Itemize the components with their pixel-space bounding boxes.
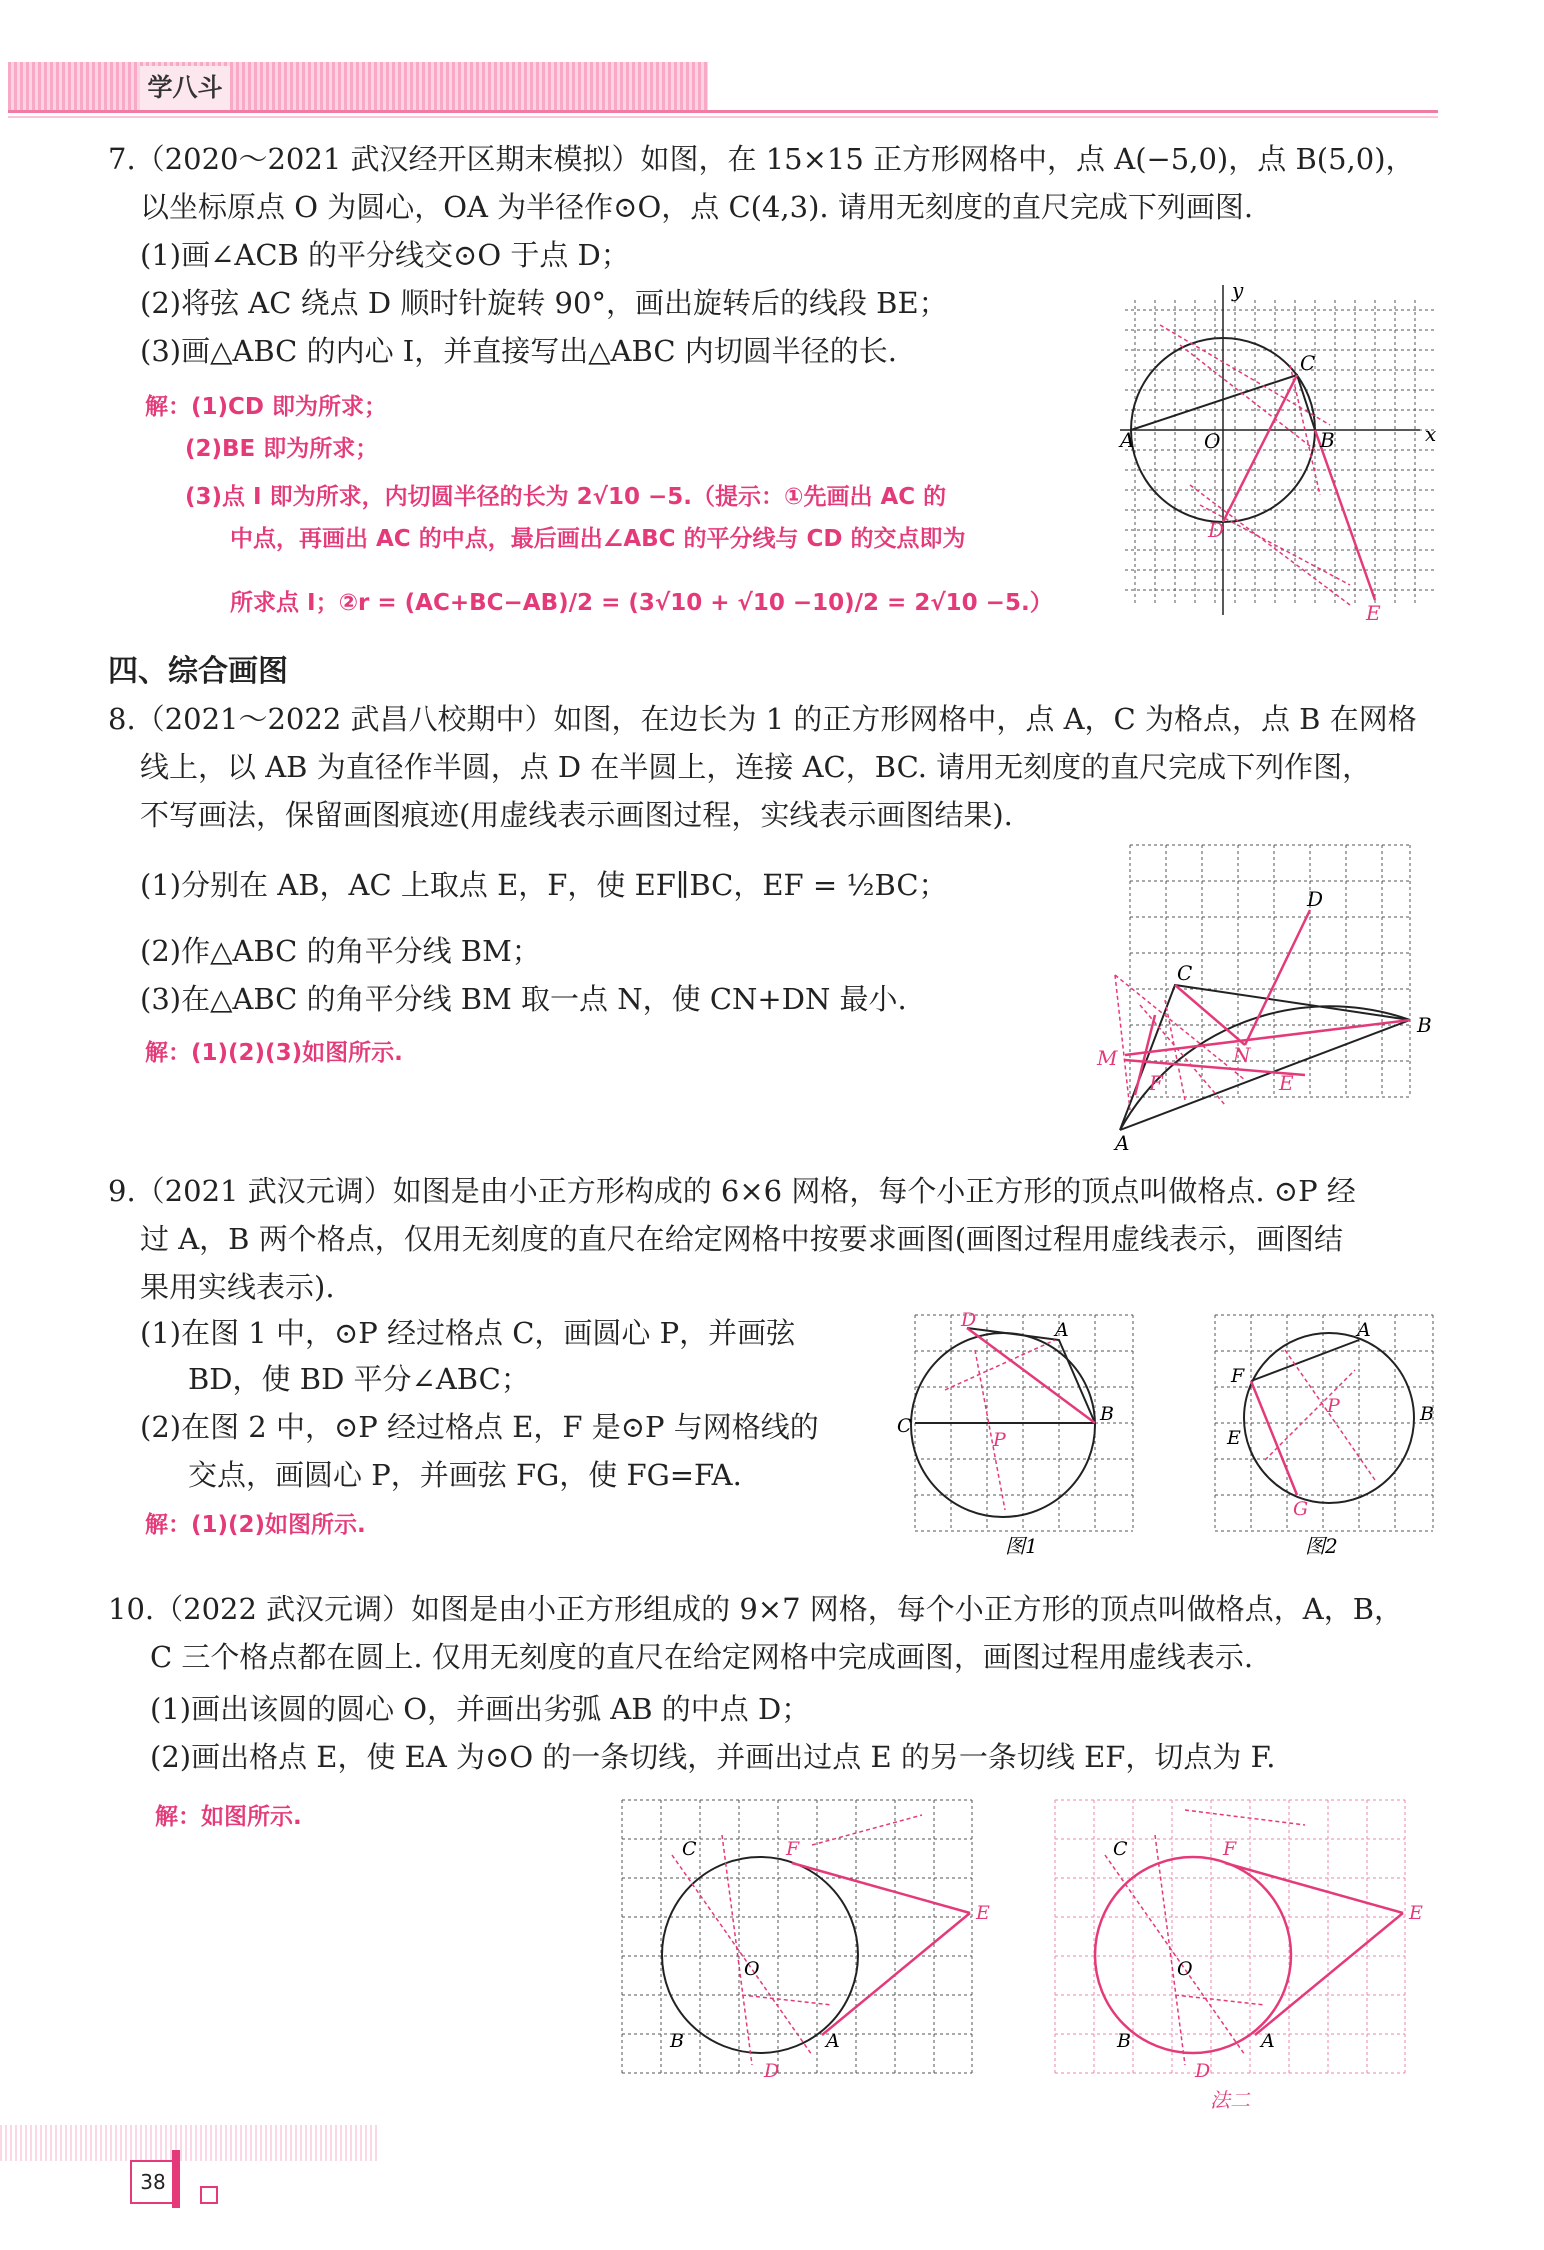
label-c: C [682, 1838, 697, 1860]
page-number: 38 [130, 2160, 174, 2204]
q10-figure-2 [1045, 1795, 1440, 2125]
label-f: F [1149, 1071, 1163, 1095]
circle-o [662, 1857, 858, 2053]
q7-solution-1: 解：(1)CD 即为所求； [145, 394, 388, 420]
fig2-caption: 法二 [1210, 2088, 1250, 2112]
header-band [8, 62, 708, 110]
label-o: O [1204, 429, 1221, 453]
header-rule [8, 110, 1438, 113]
chord-fg [1251, 1381, 1297, 1495]
label-d: D [961, 1309, 977, 1331]
label-f: F [1231, 1365, 1245, 1387]
label-g: G [1293, 1498, 1309, 1520]
q10-figure-1 [612, 1795, 992, 2095]
label-p: P [1327, 1395, 1340, 1417]
q10-line4: (2)画出格点 E，使 EA 为⊙O 的一条切线，并画出过点 E 的另一条切线 EF，切点为 F. [150, 1740, 1276, 1774]
label-x: x [1425, 422, 1437, 446]
label-b: B [1117, 2030, 1131, 2052]
label-b: B [1100, 1403, 1114, 1425]
label-a: A [1055, 1319, 1069, 1341]
label-p: P [993, 1429, 1006, 1451]
label-b: B [1320, 428, 1335, 452]
label-e: E [1409, 1902, 1423, 1924]
diameter-ab [1120, 1020, 1410, 1130]
q10-line2: C 三个格点都在圆上. 仅用无刻度的直尺在给定网格中完成画图，画图过程用虚线表示. [150, 1640, 1254, 1674]
q7-grid [1125, 300, 1435, 605]
label-e: E [976, 1902, 990, 1924]
q9-figure-2 [1205, 1310, 1450, 1560]
q10-fig2-construction [1105, 1810, 1305, 2065]
label-c: C [1300, 351, 1316, 375]
label-a: A [1120, 428, 1135, 452]
label-f: F [1223, 1838, 1237, 1860]
q7-line5: (3)画△ABC 的内心 I，并直接写出△ABC 内切圆半径的长. [140, 334, 897, 368]
label-m: M [1097, 1046, 1118, 1070]
q8-line4: (1)分别在 AB，AC 上取点 E，F，使 EF∥BC，EF = ½BC； [140, 868, 948, 902]
q10-fig2-tangents [1225, 1863, 1403, 2035]
label-b: B [1420, 1403, 1434, 1425]
section-title: 四、综合画图 [108, 654, 288, 689]
footer-accent-bar [172, 2150, 180, 2208]
q9-line3: 果用实线表示). [140, 1270, 335, 1304]
label-e: E [1366, 601, 1381, 625]
label-o: O [1177, 1958, 1193, 1980]
label-d: D [1195, 2060, 1211, 2082]
q8-line3: 不写画法，保留画图痕迹(用虚线表示画图过程，实线表示画图结果). [140, 798, 1013, 832]
label-e: E [1279, 1071, 1294, 1095]
q8-solution: 解：(1)(2)(3)如图所示. [145, 1040, 403, 1066]
circle-o [1095, 1857, 1291, 2053]
q9-figure-1 [897, 1309, 1145, 1560]
q7-solution-3: (3)点 I 即为所求，内切圆半径的长为 2√10 −5.（提示：①先画出 AC 的 [185, 484, 947, 510]
q8-line6: (3)在△ABC 的角平分线 BM 取一点 N，使 CN+DN 最小. [140, 982, 907, 1016]
q8-figure [1095, 840, 1445, 1155]
label-d: D [764, 2060, 780, 2082]
label-c: C [1113, 1838, 1128, 1860]
q9-line5: BD，使 BD 平分∠ABC； [188, 1362, 530, 1396]
q8-line1: 8.（2021～2022 武昌八校期中）如图，在边长为 1 的正方形网格中，点 A，C 为格点，点 B 在网格 [108, 702, 1417, 736]
q9-line4: (1)在图 1 中，⊙P 经过格点 C，画圆心 P，并画弦 [140, 1316, 796, 1350]
label-a: A [1357, 1319, 1371, 1341]
footer-band [0, 2125, 380, 2161]
q7-solution-2: (2)BE 即为所求； [185, 436, 379, 462]
q10-fig1-tangents [792, 1863, 970, 2035]
q10-solution: 解：如图所示. [155, 1804, 302, 1830]
q7-line2: 以坐标原点 O 为圆心，OA 为半径作⊙O，点 C(4,3). 请用无刻度的直尺完成下列画图. [140, 190, 1254, 224]
label-n: N [1233, 1043, 1251, 1067]
q8-grid [1130, 845, 1410, 1097]
label-d: D [1208, 518, 1225, 542]
label-a: A [1115, 1131, 1130, 1155]
q10-line3: (1)画出该圆的圆心 O，并画出劣弧 AB 的中点 D； [150, 1692, 811, 1726]
header-rule-secondary [8, 116, 1438, 118]
fig1-caption: 图1 [1005, 1534, 1038, 1558]
label-b: B [1417, 1013, 1432, 1037]
q10-line1: 10.（2022 武汉元调）如图是由小正方形组成的 9×7 网格，每个小正方形的顶点叫做格点，A，B， [108, 1592, 1404, 1626]
q7-solution-5: 所求点 I；②r = (AC+BC−AB)/2 = (3√10 + √10 −10)/2 = 2√10 −5.） [230, 590, 1053, 616]
q8-line2: 线上，以 AB 为直径作半圆，点 D 在半圆上，连接 AC，BC. 请用无刻度的直尺完成下列作图， [140, 750, 1372, 784]
q8-line5: (2)作△ABC 的角平分线 BM； [140, 934, 541, 968]
q9-solution: 解：(1)(2)如图所示. [145, 1512, 366, 1538]
q7-figure [1120, 278, 1450, 625]
label-y: y [1232, 278, 1244, 302]
label-e: E [1227, 1427, 1241, 1449]
label-c: C [897, 1415, 912, 1437]
q9-line2: 过 A，B 两个格点，仅用无刻度的直尺在给定网格中按要求画图(画图过程用虚线表示，画图结 [140, 1222, 1344, 1256]
q7-line1: 7.（2020～2021 武汉经开区期末模拟）如图，在 15×15 正方形网格中，点 A(−5,0)，点 B(5,0)， [108, 142, 1415, 176]
triangle-abc [1120, 985, 1410, 1130]
footer-square-icon [200, 2186, 218, 2204]
label-a: A [1261, 2030, 1275, 2052]
label-o: O [744, 1958, 760, 1980]
q7-line4: (2)将弦 AC 绕点 D 顺时针旋转 90°，画出旋转后的线段 BE； [140, 286, 948, 320]
q9-line1: 9.（2021 武汉元调）如图是由小正方形构成的 6×6 网格，每个小正方形的顶点叫做格点. ⊙P 经 [108, 1174, 1356, 1208]
q7-line3: (1)画∠ACB 的平分线交⊙O 于点 D； [140, 238, 630, 272]
label-c: C [1177, 961, 1193, 985]
q9-line7: 交点，画圆心 P，并画弦 FG，使 FG=FA. [188, 1458, 742, 1492]
q9-fig1-construction [945, 1340, 1055, 1510]
label-f: F [786, 1838, 800, 1860]
label-b: B [670, 2030, 684, 2052]
header-tab: 学八斗 [140, 66, 230, 110]
q9-line6: (2)在图 2 中，⊙P 经过格点 E，F 是⊙P 与网格线的 [140, 1410, 819, 1444]
label-d: D [1307, 887, 1324, 911]
q9-fig2-grid [1215, 1315, 1433, 1531]
q7-solution-4: 中点，再画出 AC 的中点，最后画出∠ABC 的平分线与 CD 的交点即为 [230, 526, 966, 552]
circle-p [1244, 1333, 1414, 1503]
label-a: A [826, 2030, 840, 2052]
fig2-caption: 图2 [1305, 1534, 1338, 1558]
